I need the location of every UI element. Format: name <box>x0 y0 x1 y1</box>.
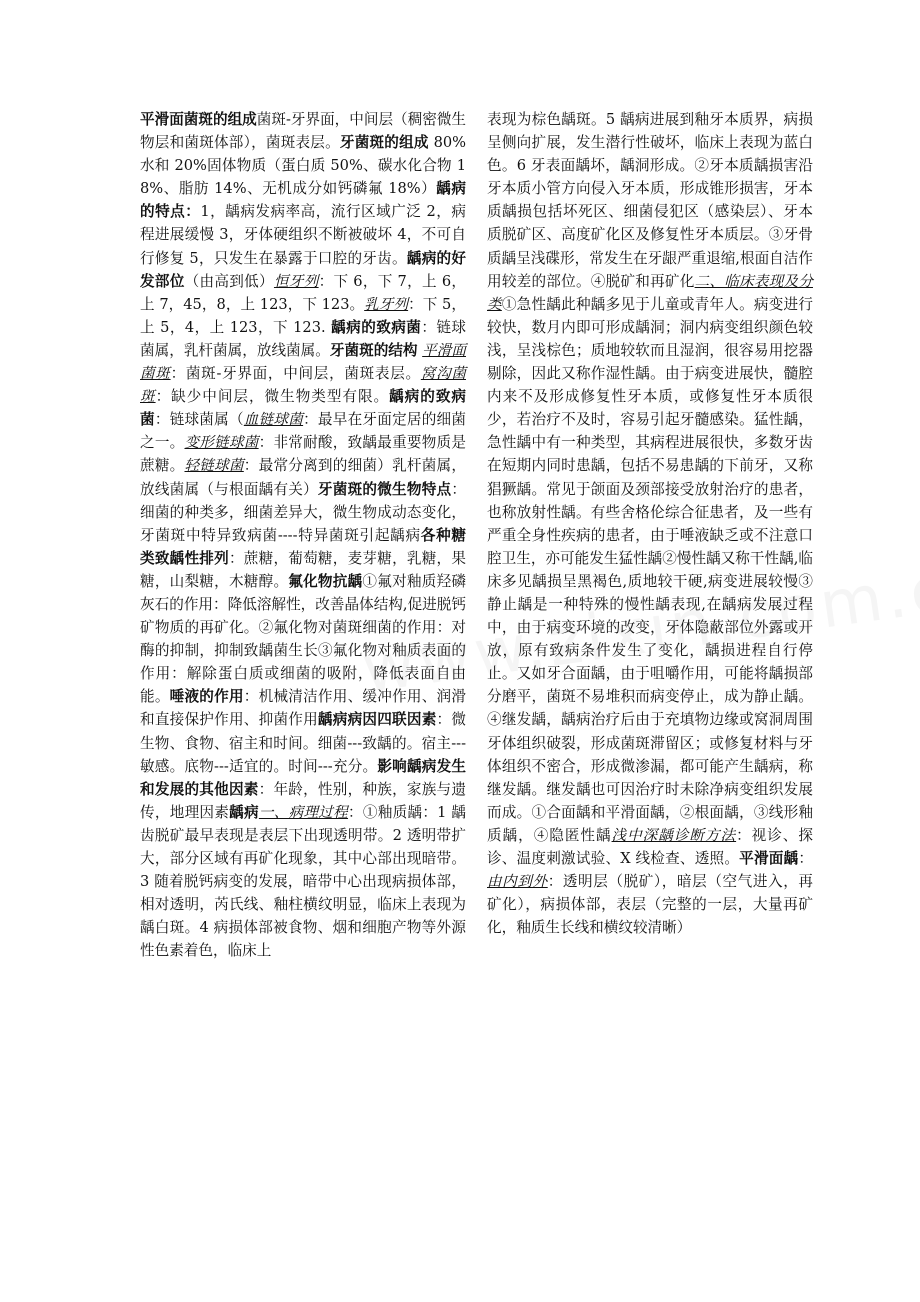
bold-heading: 牙菌斑的结构 <box>329 341 418 359</box>
underlined-term: 恒牙列 <box>273 272 319 290</box>
body-text: ：①釉质龋：1 龋齿脱矿最早表现是表层下出现透明带。2 透明带扩大，部分区域有再矿化现象，其中心部出现暗带。3 随着脱钙病变的发展，暗带中心出现病损体部，相对透明，芮氏线、釉柱横纹明显，临床上表现为龋白斑。4 病损体部被食物、烟和细胞产物等外源性色素着色，临床上 <box>140 803 466 960</box>
bold-heading: 龋病 <box>229 803 259 821</box>
body-text: 80%水和 20%固体物质（蛋白质 50%、碳水化合物 18%、脂肪 14%、无机成分如钙磷氟 18%） <box>140 134 467 198</box>
underlined-term: 由内到外 <box>487 873 548 891</box>
body-text: （由高到低） <box>184 272 274 290</box>
body-text: ：机械清洁作用、缓冲作用、润滑和直接保护作用、抑菌作用 <box>140 688 466 729</box>
body-text: ①急性龋此种龋多见于儿童或青年人。病变进行较快，数月内即可形成龋洞；洞内病变组织颜色较浅，呈浅棕色；质地较软而且湿润，很容易用挖器剔除，因此又称作湿性龋。由于病变进展快，髓腔内来不及形成修复性牙本质，或修复性牙本质很少，若治疗不及时，容易引起牙髓感染。猛性龋，急性龋中有一种类型，其病程进展很快，多数牙齿在短期内同时患龋，包括不易患龋的下前牙，又称猖獗龋。常见于颌面及颈部接受放射治疗的患者，也称放射性龋。有些舍格伦综合征患者，及一些有严重全身性疾病的患者，由于唾液缺乏或不注意口腔卫生，亦可能发生猛性龋②慢性龋又称干性龋,临床多见龋损呈黑褐色,质地较干硬,病变进展较慢③静止龋是一种特殊的慢性龋表现,在龋病发展过程中，由于病变环境的改变，牙体隐蔽部位外露或开放，原有致病条件发生了变化，龋损进程自行停止。又如牙合面龋，由于咀嚼作用，可能将龋损部分磨平，菌斑不易堆积而病变停止，成为静止龋。④继发龋，龋病治疗后由于充填物边缘或窝洞周围牙体组织破裂，形成菌斑滞留区；或修复材料与牙体组织不密合，形成微渗漏，都可能产生龋病，称继发龋。继发龋也可因治疗时未除净病变组织发展而成。①合面龋和平滑面龋，②根面龋，③线形釉质龋，④隐匿性龋 <box>487 295 813 844</box>
body-text: ：蔗糖，葡萄糖，麦芽糖，乳糖，果糖，山梨糖，木糖醇。 <box>140 549 466 590</box>
bold-heading: 平滑面龋 <box>739 850 799 867</box>
body-text: ：微生物、食物、宿主和时间。细菌---致龋的。宿主---敏感。底物---适宜的。时间---充分。 <box>140 711 466 775</box>
body-text: ：链球菌属，乳杆菌属，放线菌属。 <box>140 318 466 359</box>
body-text: ：缺少中间层，微生物类型有限。 <box>155 388 390 406</box>
body-text: ：下 6，下 7，上 6，上 7，45，8，上 123，下 123。 <box>140 272 466 313</box>
left-text-column <box>140 108 466 962</box>
body-text: ：菌斑-牙界面，中间层，菌斑表层。 <box>170 365 421 383</box>
underlined-term: 浅中深龋诊断方法 <box>611 826 737 844</box>
body-text: ：下 5，上 5，4，上 123，下 123. <box>140 295 466 336</box>
bold-heading: 龋病的特点： <box>140 180 466 221</box>
body-text: ：透明层（脱矿），暗层（空气进入，再矿化），病损体部，表层（完整的一层，大量再矿化，釉质生长线和横纹较清晰） <box>487 873 813 937</box>
body-text: 菌斑-牙界面，中间层（稠密微生物层和菌斑体部），菌斑表层。 <box>140 111 467 152</box>
body-text: ：年龄，性别，种族，家族与遗传，地理因素 <box>140 780 466 821</box>
bold-heading: 影响龋病发生和发展的其他因素 <box>140 757 466 798</box>
underlined-term: 一、病理过程 <box>258 803 349 821</box>
body-text: 1，龋病发病率高，流行区域广泛 2，病程进展缓慢 3，牙体硬组织不断被破坏 4，不可自行修复 5，只发生在暴露于口腔的牙齿。 <box>140 203 466 267</box>
underlined-term: 窝沟菌斑 <box>140 365 466 406</box>
body-text: ： <box>798 850 813 867</box>
bold-heading: 龋病的致病菌 <box>140 388 466 429</box>
bold-heading: 牙菌斑的组成 <box>339 134 429 152</box>
body-text: ：链球菌属（ <box>154 411 244 429</box>
bold-heading: 龋病病因四联因素 <box>317 711 437 729</box>
body-text: ①氟对釉质羟磷灰石的作用：降低溶解性，改善晶体结构,促进脱钙矿物质的再矿化。②氟化物对菌斑细菌的作用：对酶的抑制，抑制致龋菌生长③氟化物对釉质表面的作用：解除蛋白质或细菌的吸附，降低表面自由能。 <box>140 572 466 706</box>
bold-heading: 龋病的好发部位 <box>140 249 466 290</box>
underlined-term: 轻链球菌 <box>184 457 244 475</box>
body-text: ：视诊、探诊、温度刺激试验、X 线检查、透照。 <box>487 826 813 867</box>
body-text: ：最常分离到的细菌）乳杆菌属，放线菌属（与根面龋有关） <box>140 457 466 498</box>
underlined-term: 变形链球菌 <box>184 434 259 452</box>
bold-heading: 平滑面菌斑的组成 <box>140 111 257 128</box>
underlined-term: 乳牙列 <box>364 295 409 313</box>
body-text: ：细菌的种类多，细菌差异大，微生物成动态变化，牙菌斑中特异致病菌----特异菌斑引起龋病 <box>140 480 466 544</box>
underlined-term: 二、临床表现及分类 <box>487 272 813 313</box>
body-text: ：非常耐酸，致龋最重要物质是蔗糖。 <box>140 434 466 475</box>
body-text: 表现为棕色龋斑。5 龋病进展到釉牙本质界，病损呈侧向扩展，发生潜行性破坏，临床上表现为蓝白色。6 牙表面龋坏，龋洞形成。②牙本质龋损害沿牙本质小管方向侵入牙本质，形成锥形损害，牙本质龋损包括坏死区、细菌侵犯区（感染层）、牙本质脱矿区、高度矿化区及修复性牙本质层。③牙骨质龋呈浅碟形，常发生在牙龈严重退缩,根面自洁作用较差的部位。④脱矿和再矿化 <box>487 111 813 290</box>
bold-heading: 牙菌斑的微生物特点 <box>317 480 452 498</box>
body-text: ：最早在牙面定居的细菌之一。 <box>140 411 466 452</box>
underlined-term: 血链球菌 <box>243 411 304 429</box>
bold-heading: 龋病的致病菌 <box>325 318 422 336</box>
underlined-term: 平滑面菌斑 <box>140 341 466 383</box>
right-text-column <box>487 108 813 939</box>
bold-heading: 氟化物抗龋 <box>288 572 363 590</box>
bold-heading: 各种糖类致龋性排列 <box>140 526 466 567</box>
bold-heading: 唾液的作用 <box>169 688 244 706</box>
